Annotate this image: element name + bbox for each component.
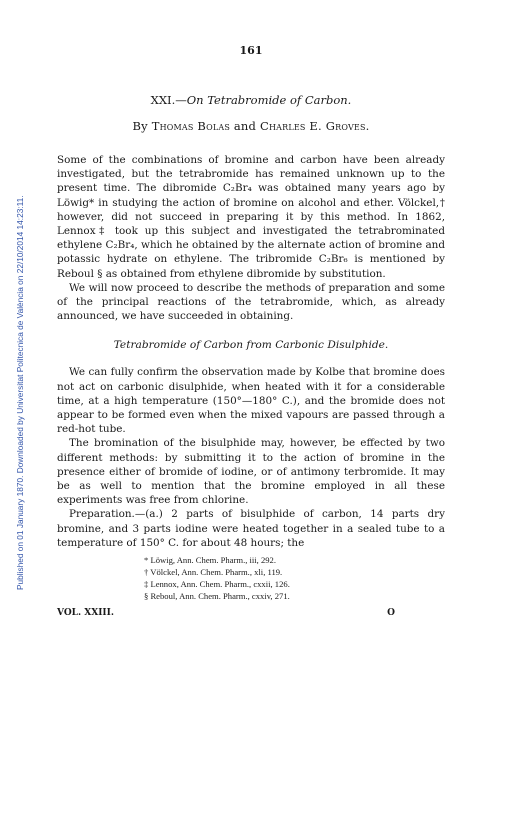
page-footer [57,608,445,618]
paragraph-methods: We will now proceed to describe the methods of preparation and some of the principal reactions of the tetrabromide, which, as already announced, we have succeeded in obtaining. [57,281,445,323]
author-1: Thomas Bolas [151,119,230,133]
paragraph-preparation: Preparation.—(a.) 2 parts of bisulphide of carbon, 14 parts dry bromine, and 3 parts iodine were heated together in a sealed tube to a temperature of 150° C. for about 48 hours; the [57,508,445,549]
paragraph-kolbe: We can fully confirm the observation made by Kolbe that bromine does not act on carbonic disulphide, when heated with it for a considerable time, at a high temperature (150°—180° C.), and the bromide does not appear to be formed even when the mixed vapours are passed through a red-hot tube. [57,366,445,436]
download-watermark-text: Published on 01 January 1870. Downloaded by Universitat Politecnica de València on 22/10/2014 14:23:11. [15,195,25,590]
authors-line [57,119,445,133]
signature-mark: O [387,608,395,619]
footnote: § Reboul, Ann. Chem. Pharm., cxxiv, 271. [144,591,290,602]
article-number: XXI.— [150,93,187,107]
journal-page [57,44,445,618]
author-2: Charles E. Groves. [259,119,370,133]
paragraph-bromination: The bromination of the bisulphide may, however, be effected by two different methods: by submitting it to the action of bromine in the presence either of bromide of iodine, or of antimony terbromide. It may be as well to mention that the bromine employed in all these experiments was free from chlorine. [57,437,445,507]
authors-by: By [132,119,148,133]
section-heading: Tetrabromide of Carbon from Carbonic Disulphide. [113,339,389,352]
volume-label: VOL. XXIII. [57,608,114,619]
footnote: * Löwig, Ann. Chem. Pharm., iii, 292. [144,555,277,566]
footnotes [144,554,445,602]
authors-and: and [233,119,257,133]
download-watermark [3,60,25,590]
page-number: 161 [239,44,263,57]
paragraph-intro: Some of the combinations of bromine and carbon have been already investigated, but the tetrabromide has remained unknown up to the present time. The dibromide C₂Br₄ was obtained many years ago by Löwig* in studying the action of bromine on alcohol and ether. Völckel,† however, did not succeed in preparing it by this method. In 1862, Lennox‡ took up this subject and investigated the tetrabrominated ethylene C₂Br₄, which he obtained by the alternate action of bromine and potassic hydrate on ethylene. The tribromide C₂Br₆ is mentioned by Reboul § as obtained from ethylene dibromide by substitution. [57,154,445,280]
footnote: ‡ Lennox, Ann. Chem. Pharm., cxxii, 126. [144,579,290,590]
article-title-text: On Tetrabromide of Carbon. [186,93,352,107]
article-title [57,93,445,107]
footnote: † Völckel, Ann. Chem. Pharm., xli, 119. [144,567,283,578]
